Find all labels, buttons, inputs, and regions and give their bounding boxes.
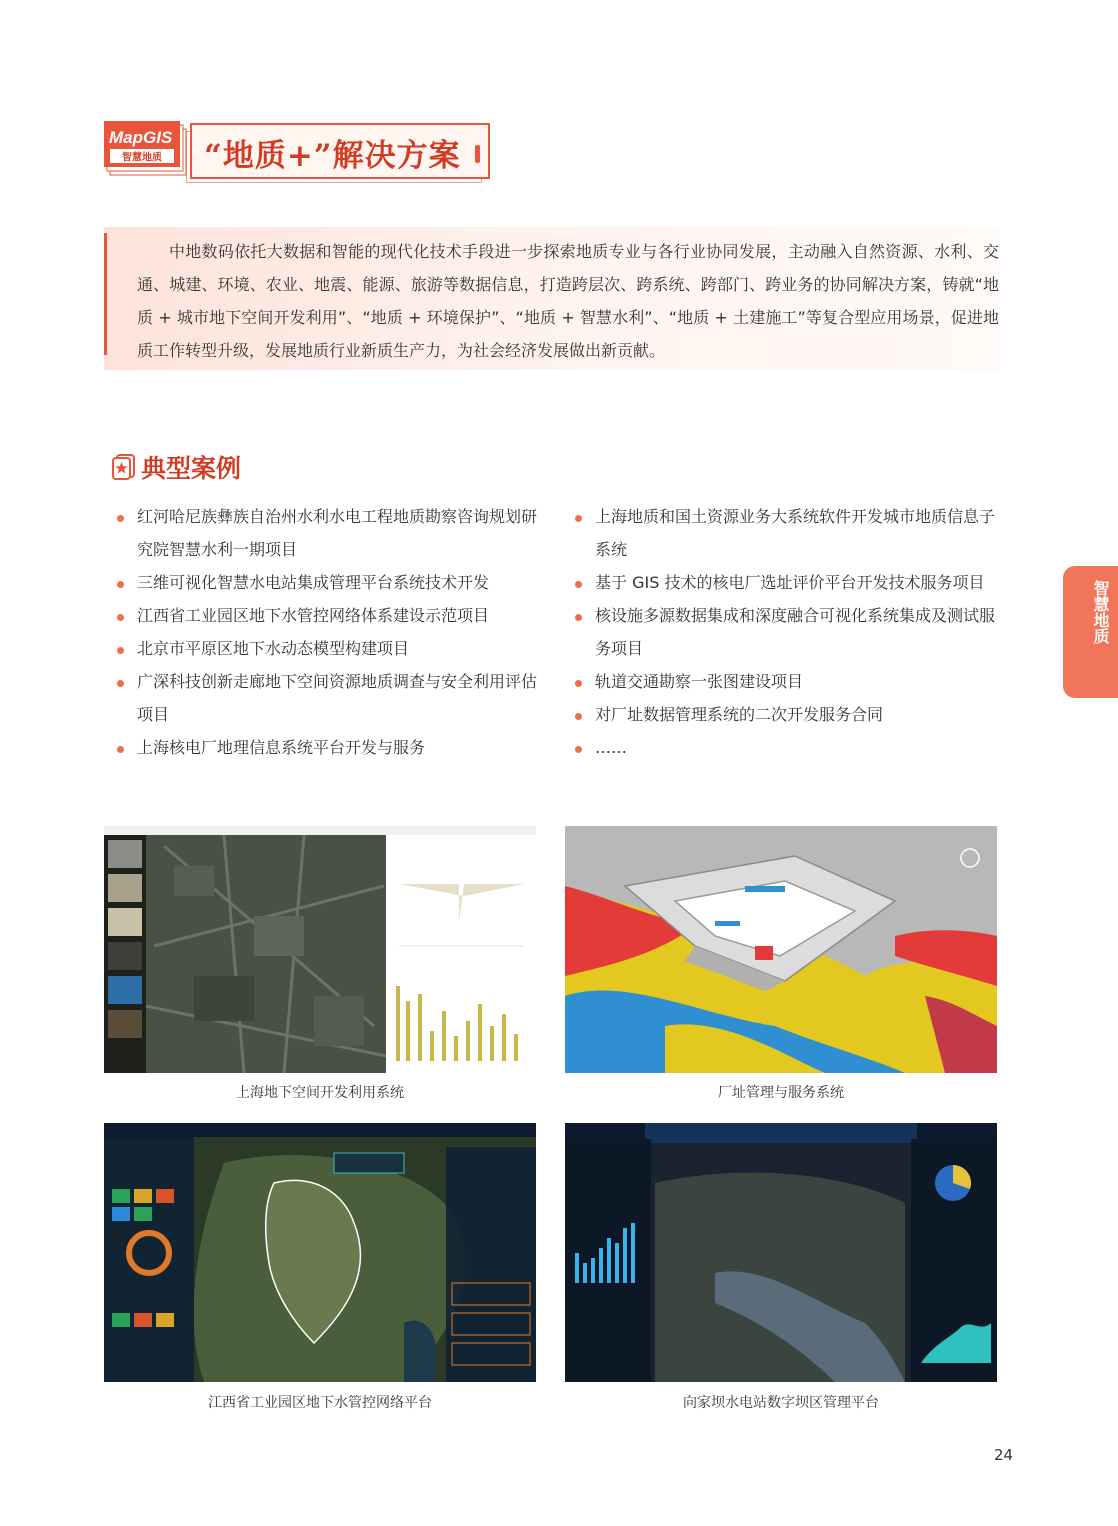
list-item: 上海地质和国土资源业务大系统软件开发城市地质信息子系统 xyxy=(573,500,1003,566)
section-title: 典型案例 xyxy=(141,454,242,483)
side-tab[interactable] xyxy=(1063,566,1118,698)
underground-space-image xyxy=(104,826,536,1073)
screenshot-underground-space xyxy=(104,826,536,1073)
case-list-left xyxy=(115,500,545,764)
screenshot-groundwater-network xyxy=(104,1123,536,1382)
list-item: 核设施多源数据集成和深度融合可视化系统集成及测试服务项目 xyxy=(573,599,1003,665)
screenshot-site-management xyxy=(565,826,997,1073)
logo-subtitle: 智慧地质 xyxy=(122,152,162,164)
side-tab-label: 智慧地质 xyxy=(1091,580,1110,644)
intro-accent-bar xyxy=(104,233,107,355)
star-badge-icon xyxy=(112,454,136,480)
list-item: …… xyxy=(573,731,1003,764)
list-item: 对厂址数据管理系统的二次开发服务合同 xyxy=(573,698,1003,731)
logo-wordmark: MapGIS xyxy=(109,128,173,147)
list-item: 基于 GIS 技术的核电厂选址评价平台开发技术服务项目 xyxy=(573,566,1003,599)
screenshot-caption: 上海地下空间开发利用系统 xyxy=(236,1085,404,1101)
list-item: 北京市平原区地下水动态模型构建项目 xyxy=(115,632,545,665)
list-item: 三维可视化智慧水电站集成管理平台系统技术开发 xyxy=(115,566,545,599)
site-management-image xyxy=(565,826,997,1073)
list-item: 广深科技创新走廊地下空间资源地质调查与安全利用评估项目 xyxy=(115,665,545,731)
screenshot-dam-management xyxy=(565,1123,997,1382)
list-item: 江西省工业园区地下水管控网络体系建设示范项目 xyxy=(115,599,545,632)
page-title: “地质+”解决方案 xyxy=(204,138,461,174)
title-accent-mark xyxy=(475,145,480,163)
page-number: 24 xyxy=(994,1446,1014,1464)
screenshot-caption: 江西省工业园区地下水管控网络平台 xyxy=(208,1395,432,1411)
mapgis-logo xyxy=(104,121,188,177)
list-item: 轨道交通勘察一张图建设项目 xyxy=(573,665,1003,698)
intro-paragraph: 中地数码依托大数据和智能的现代化技术手段进一步探索地质专业与各行业协同发展，主动融入自然资源、水利、交通、城建、环境、农业、地震、能源、旅游等数据信息，打造跨层次、跨系统、跨部门、跨业务的协同解决方案，铸就“地质 + 城市地下空间开发利用”、“地质 + 环境保护”、“地质 + 智慧水利”、“地质 + 土建施工”等复合型应用场景，促进地质工作转型升级，发展地质行业新质生产力，为社会经济发展做出新贡献。 xyxy=(137,242,999,360)
dam-management-image xyxy=(565,1123,997,1382)
list-item: 上海核电厂地理信息系统平台开发与服务 xyxy=(115,731,545,764)
list-item: 红河哈尼族彝族自治州水利水电工程地质勘察咨询规划研究院智慧水利一期项目 xyxy=(115,500,545,566)
screenshot-caption: 厂址管理与服务系统 xyxy=(718,1085,844,1101)
title-frame xyxy=(190,123,490,179)
screenshot-caption: 向家坝水电站数字坝区管理平台 xyxy=(683,1395,879,1411)
case-list-right xyxy=(573,500,1003,764)
groundwater-network-image xyxy=(104,1123,536,1382)
